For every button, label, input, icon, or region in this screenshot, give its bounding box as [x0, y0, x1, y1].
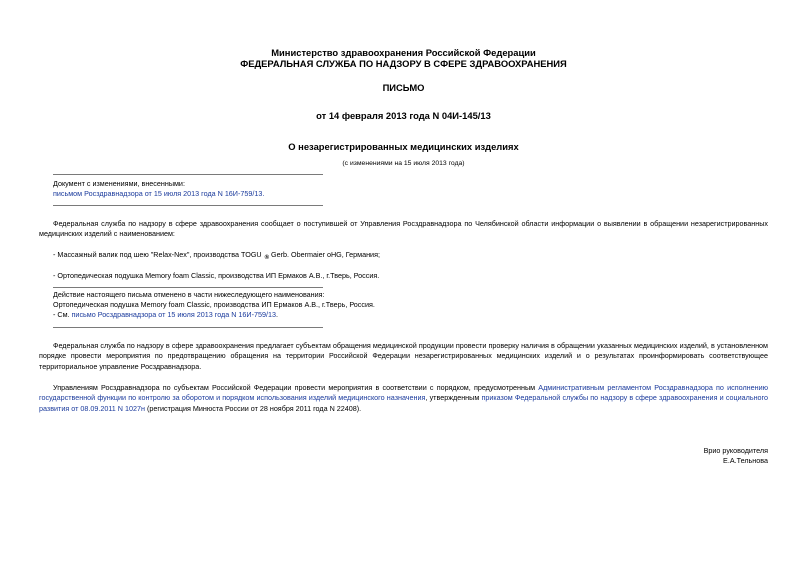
para3-text-2: , утвержденным — [425, 393, 482, 403]
divider — [53, 327, 323, 328]
list-item: - Ортопедическая подушка Memory foam Classic, производства ИП Ермаков А.В., г.Тверь, Россия. — [53, 271, 380, 280]
changes-note: (с изменениями на 15 июля 2013 года) — [342, 160, 465, 167]
para3-text-1: Управлениям Росздравнадзора по субъектам Российской Федерации провести мероприятия в соответствии с порядком, предусмотренным — [53, 383, 539, 392]
signatory-position: Врио руководителя — [703, 446, 768, 455]
item-text-tail: Gerb. Obermaier oHG, Германия; — [271, 250, 380, 259]
see-also-prefix: - См. — [53, 310, 72, 319]
ministry-name: Министерство здравоохранения Российской Федерации — [271, 47, 536, 58]
item-text: - Массажный валик под шею "Relax-Nex", производства TOGU — [53, 250, 262, 259]
paragraph-instructions — [39, 383, 768, 414]
divider — [53, 205, 323, 206]
see-also-suffix: . — [275, 310, 278, 319]
service-name: ФЕДЕРАЛЬНАЯ СЛУЖБА ПО НАДЗОРУ В СФЕРЕ ЗДРАВООХРАНЕНИЯ — [240, 58, 567, 69]
signatory-name: Е.А.Тельнова — [723, 456, 768, 465]
divider — [53, 174, 323, 175]
cancellation-item: Ортопедическая подушка Memory foam Classic, производства ИП Ермаков А.В., г.Тверь, Россия. — [53, 300, 375, 309]
cancellation-letter-link[interactable]: письмо Росздравнадзора от 15 июля 2013 года N 16И-759/13 — [71, 310, 276, 319]
changes-intro: Документ с изменениями, внесенными: — [53, 179, 185, 188]
document-title: О незарегистрированных медицинских изделиях — [288, 141, 519, 152]
see-also-line — [53, 310, 278, 320]
date-and-number: от 14 февраля 2013 года N 04И-145/13 — [316, 110, 491, 121]
para3-text-3: (регистрация Минюста России от 28 ноября 2011 года N 22408). — [144, 403, 362, 413]
paragraph-proposal: Федеральная служба по надзору в сфере здравоохранения предлагает субъектам обращения медицинской продукции провести проверку наличия в обращении указанных медицинских изделий, в установленном порядке провести мероприятия по предотвращению обращения на территории Российской Федерации незарегистрированных медицинских изделий и о результатах проинформировать соответствующее территориальное управление Росздравнадзора. — [39, 341, 768, 371]
administrative-regulation-link[interactable]: Административным регламентом Росздравнадзора по исполнению государственной функции по контролю за оборотом и порядком использования изделий медицинского назначения — [39, 383, 768, 403]
divider — [53, 287, 323, 288]
list-item — [53, 250, 380, 263]
paragraph-notification: Федеральная служба по надзору в сфере здравоохранения сообщает о поступившей от Управления Росздравнадзора по Челябинской области информации о выявлении в обращении незарегистрированных медицинских изделий с наименованием: — [39, 219, 768, 239]
amendment-letter-link[interactable]: письмом Росздравнадзора от 15 июля 2013 года N 16И-759/13. — [53, 189, 265, 198]
registered-mark-icon: ® — [264, 255, 270, 261]
cancellation-intro: Действие настоящего письма отменено в части нижеследующего наименования: — [53, 290, 325, 299]
document-type: ПИСЬМО — [382, 82, 425, 93]
order-link[interactable]: приказом Федеральной службы по надзору в сфере здравоохранения и социального развития от 08.09.2011 N 1027н — [39, 393, 768, 413]
